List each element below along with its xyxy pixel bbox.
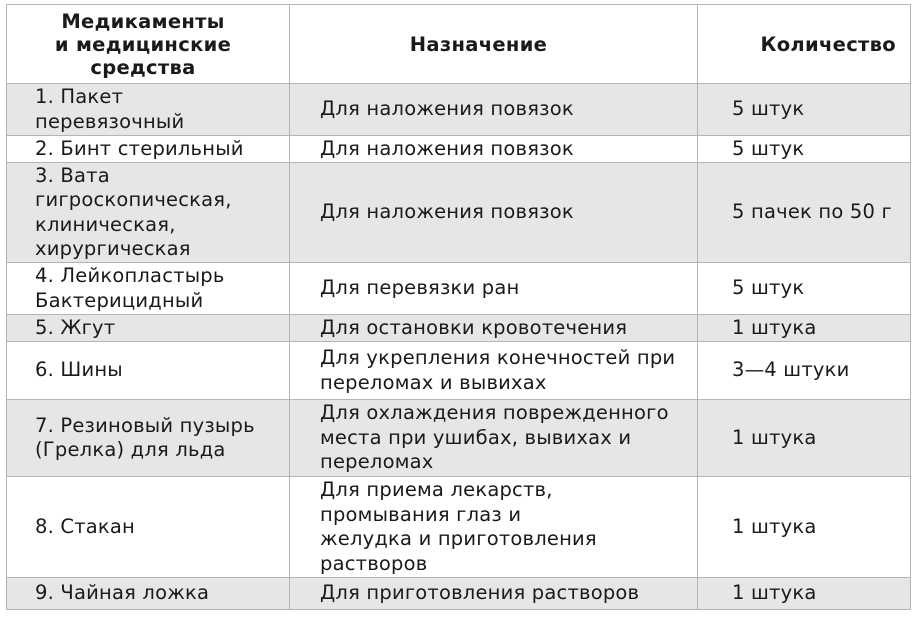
item-name: 7. Резиновый пузырь (Грелка) для льда (35, 413, 255, 461)
cell-purpose (290, 578, 698, 610)
item-purpose: Для наложения повязок (320, 136, 574, 160)
table-row (7, 136, 911, 163)
medical-supplies-table (6, 4, 911, 610)
header-name-text: Медикаменты и медицинские средства (54, 9, 232, 79)
header-quantity-text: Количество (760, 32, 896, 56)
cell-quantity (698, 477, 911, 578)
table-header (7, 5, 911, 84)
item-quantity: 1 штука (732, 514, 817, 538)
cell-purpose (290, 263, 698, 315)
cell-quantity (698, 578, 911, 610)
item-purpose: Для остановки кровотечения (320, 315, 628, 339)
item-quantity: 1 штука (732, 425, 817, 449)
cell-purpose (290, 342, 698, 400)
header-quantity (698, 5, 911, 84)
item-quantity: 1 штука (732, 581, 817, 605)
table-row (7, 315, 911, 342)
item-purpose: Для охлаждения поврежденного места при ушибах, вывихах и переломах (320, 401, 669, 474)
cell-name (7, 163, 290, 263)
item-quantity: 1 штука (732, 315, 817, 339)
cell-purpose (290, 136, 698, 163)
cell-quantity (698, 163, 911, 263)
item-name: 2. Бинт стерильный (35, 136, 244, 160)
cell-name (7, 400, 290, 477)
table-row (7, 400, 911, 477)
cell-name (7, 84, 290, 136)
cell-name (7, 477, 290, 578)
cell-name (7, 315, 290, 342)
item-quantity: 3—4 штуки (732, 358, 850, 382)
header-purpose (290, 5, 698, 84)
item-name: 8. Стакан (35, 514, 136, 538)
item-quantity: 5 штук (732, 276, 805, 300)
table-row (7, 163, 911, 263)
cell-quantity (698, 136, 911, 163)
cell-quantity (698, 315, 911, 342)
header-purpose-text: Назначение (409, 32, 548, 56)
header-name (7, 5, 290, 84)
table-row (7, 477, 911, 578)
item-name: 6. Шины (35, 358, 123, 382)
item-name: 4. Лейкопластырь Бактерицидный (35, 264, 225, 312)
cell-quantity (698, 400, 911, 477)
table-row (7, 342, 911, 400)
cell-quantity (698, 84, 911, 136)
cell-name (7, 578, 290, 610)
item-purpose: Для приема лекарств, промывания глаз и желудка и приготовления растворов (320, 478, 597, 575)
item-quantity: 5 штук (732, 97, 805, 121)
table-row (7, 578, 911, 610)
cell-name (7, 263, 290, 315)
cell-purpose (290, 163, 698, 263)
header-row (7, 5, 911, 84)
item-purpose: Для приготовления растворов (320, 581, 640, 605)
item-quantity: 5 штук (732, 136, 805, 160)
cell-purpose (290, 400, 698, 477)
cell-name (7, 342, 290, 400)
item-name: 9. Чайная ложка (35, 581, 210, 605)
cell-quantity (698, 342, 911, 400)
item-purpose: Для укрепления конечностей при переломах и вывихах (320, 346, 676, 394)
item-name: 3. Вата гигроскопическая, клиническая, хирургическая (35, 163, 232, 260)
cell-purpose (290, 84, 698, 136)
item-purpose: Для наложения повязок (320, 200, 574, 224)
item-name: 5. Жгут (35, 315, 116, 339)
item-name: 1. Пакет перевязочный (35, 85, 185, 133)
cell-purpose (290, 315, 698, 342)
item-quantity: 5 пачек по 50 г (732, 200, 892, 224)
cell-purpose (290, 477, 698, 578)
cell-quantity (698, 263, 911, 315)
table-body (7, 84, 911, 610)
table-row (7, 263, 911, 315)
item-purpose: Для перевязки ран (320, 276, 520, 300)
item-purpose: Для наложения повязок (320, 97, 574, 121)
cell-name (7, 136, 290, 163)
table-row (7, 84, 911, 136)
